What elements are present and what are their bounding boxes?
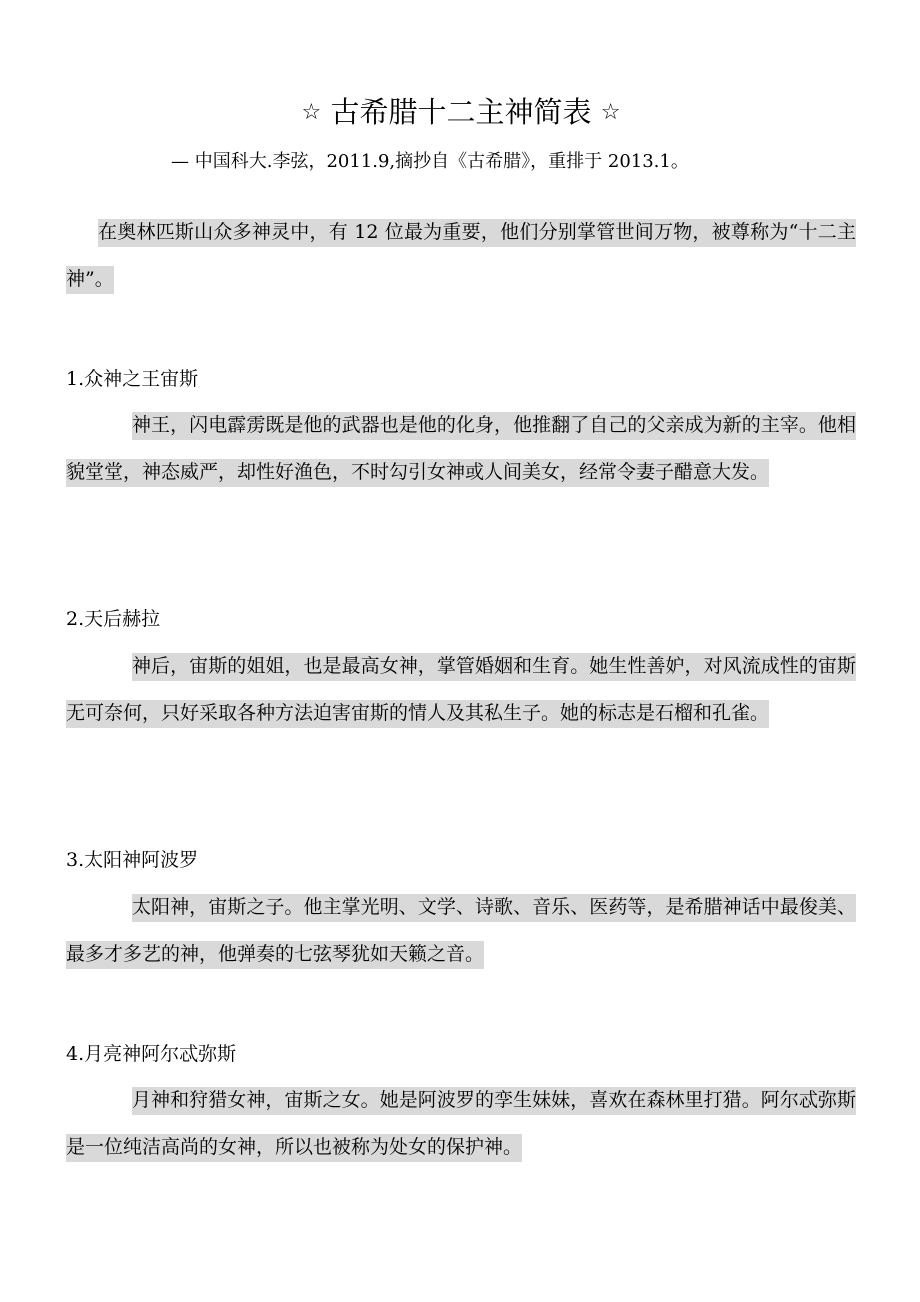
intro-paragraph [66, 209, 856, 303]
section-body-apollo [66, 884, 856, 978]
section-heading-apollo: 3.太阳神阿波罗 [66, 849, 199, 871]
star-left-icon: ☆ [301, 100, 322, 125]
section-body-text: 神王，闪电霹雳既是他的武器也是他的化身，他推翻了自己的父亲成为新的主宰。他相貌堂堂，神态威严，却性好渔色，不时勾引女神或人间美女，经常令妻子醋意大发。 [66, 412, 856, 487]
document-subtitle: — 中国科大.李弦，2011.9,摘抄自《古希腊》，重排于 2013.1。 [171, 151, 689, 172]
section-body-text: 太阳神，宙斯之子。他主掌光明、文学、诗歌、音乐、医药等，是希腊神话中最俊美、最多才多艺的神，他弹奏的七弦琴犹如天籁之音。 [66, 894, 856, 969]
title-text: 古希腊十二主神简表 [330, 95, 592, 129]
section-body-text: 神后，宙斯的姐姐，也是最高女神，掌管婚姻和生育。她生性善妒，对风流成性的宙斯无可奈何，只好采取各种方法迫害宙斯的情人及其私生子。她的标志是石榴和孔雀。 [66, 653, 856, 728]
section-body-text: 月神和狩猎女神，宙斯之女。她是阿波罗的孪生妹妹，喜欢在森林里打猎。阿尔忒弥斯是一位纯洁高尚的女神，所以也被称为处女的保护神。 [66, 1087, 856, 1162]
intro-text: 在奥林匹斯山众多神灵中，有 12 位最为重要，他们分别掌管世间万物，被尊称为“十二主神”。 [66, 219, 856, 294]
star-right-icon: ☆ [600, 100, 621, 125]
section-body-artemis [66, 1077, 856, 1171]
section-body-zeus [66, 402, 856, 496]
section-body-hera [66, 643, 856, 737]
section-heading-hera: 2.天后赫拉 [66, 608, 161, 630]
document-title [66, 92, 856, 133]
section-heading-zeus: 1.众神之王宙斯 [66, 368, 199, 390]
section-heading-artemis: 4.月亮神阿尔忒弥斯 [66, 1043, 237, 1065]
